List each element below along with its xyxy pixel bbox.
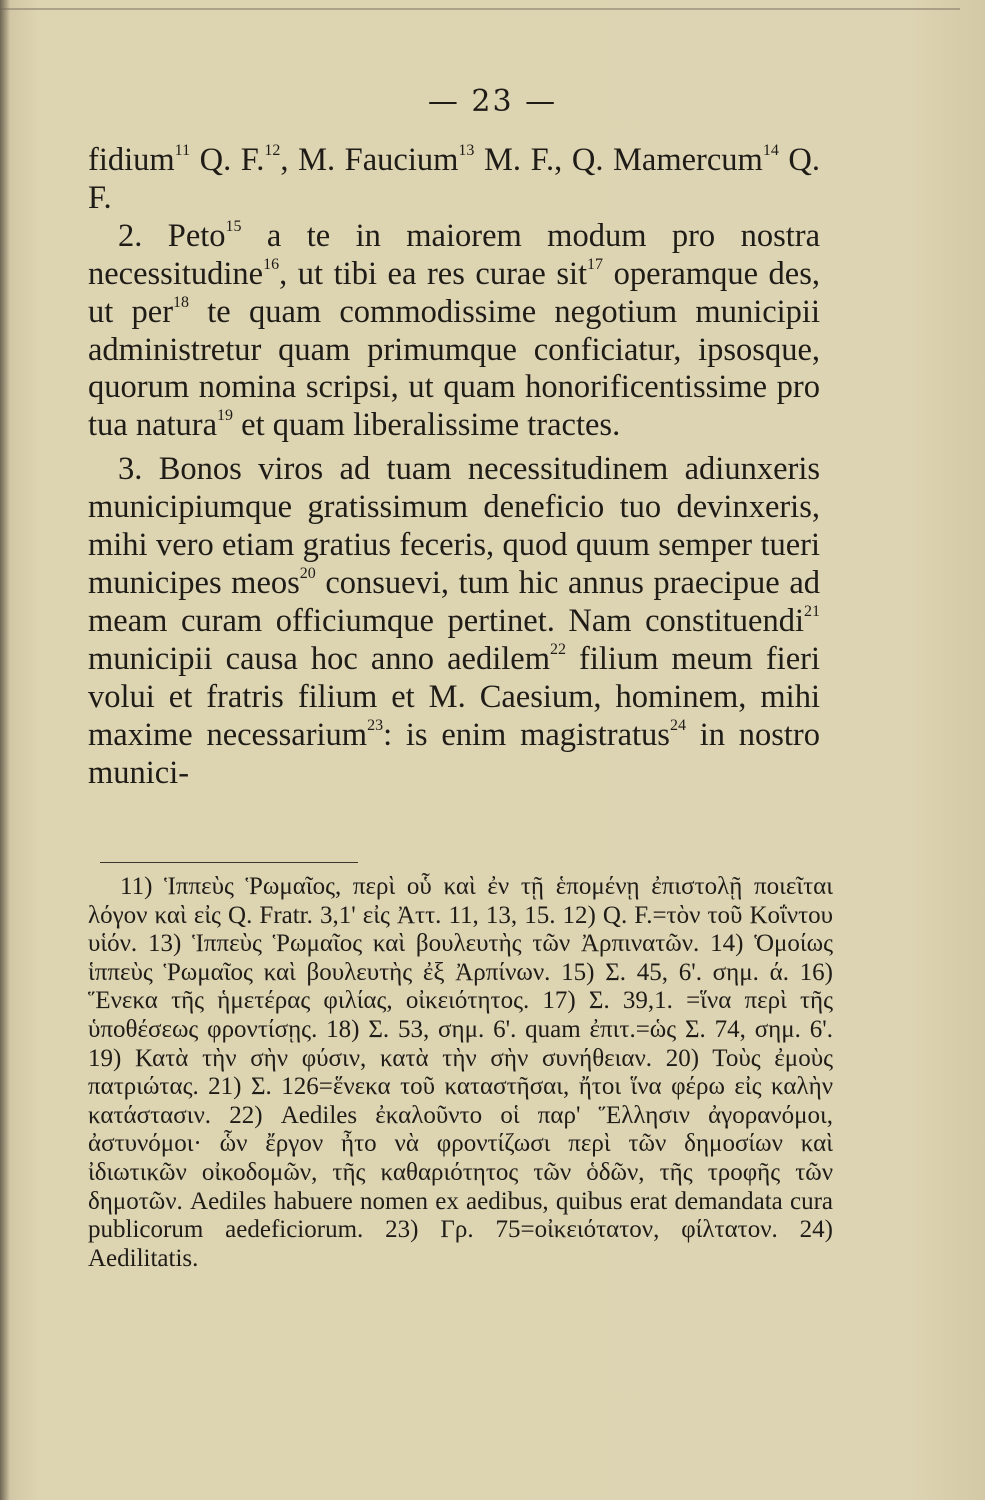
main-text <box>88 142 820 792</box>
paragraph-2: 2. Peto$^{15}$ a te in maiorem modum pro nostra necessitudine$^{16}$, ut tibi ea res curae sit$^{17}$ operamque des, ut per$^{18}$ te quam commodissime negotium municipii administretur quam primumque conficiatur, ipsosque, quorum nomina scripsi, ut quam honorificentissime pro tua natura$^{19}$ et quam liberalissime tractes. <box>88 217 821 444</box>
page-top-edge <box>0 8 960 10</box>
footnotes <box>88 873 833 1273</box>
paragraph-3: 3. Bonos viros ad tuam necessitudinem adiunxeris municipiumque gratissimum deneficio tuo devinxeris, mihi vero etiam gratius feceris, quod quum semper tueri municipes meos$^{20}$ consuevi, tum hic annus praecipue ad meam curam officiumque pertinet. Nam constituendi$^{21}$ municipii causa hoc anno aedilem$^{22}$ filium meum fieri volui et fratris filium et M. Caesium, hominem, mihi maxime necessarium$^{23}$: is enim magistratus$^{24}$ in nostro munici- <box>88 451 821 791</box>
footnote-separator <box>100 862 358 863</box>
paragraph-1: fidium$^{11}$ Q. F.$^{12}$, M. Faucium$^{13}$ M. F., Q. Mamercum$^{14}$ Q. F. <box>88 142 820 216</box>
binding-shadow <box>0 0 10 1500</box>
footnote-text: 11) Ἱππεὺς Ῥωμαῖος, περὶ οὗ καὶ ἐν τῇ ἑπομένῃ ἐπιστολῇ ποιεῖται λόγον καὶ εἰς Q. Fratr. 3,1' εἰς Ἀττ. 11, 13, 15. 12) Q. F.=τὸν τοῦ Κοΐντου υἱόν. 13) Ἱππεὺς Ῥωμαῖος καὶ βουλευτὴς τῶν Ἀρπινατῶν. 14) Ὁμοίως ἱππεὺς Ῥωμαῖος καὶ βουλευτὴς ἐξ Ἀρπίνων. 15) Σ. 45, 6'. σημ. ά. 16) Ἕνεκα τῆς ἡμετέρας φιλίας, οἰκειότητος. 17) Σ. 39,1. =ἵνα περὶ τῆς ὑποθέσεως φροντίσῃς. 18) Σ. 53, σημ. 6'. quam ἐπιτ.=ὡς Σ. 74, σημ. 6'. 19) Κατὰ τὴν σὴν φύσιν, κατὰ τὴν σὴν συνήθειαν. 20) Τοὺς ἐμοὺς πατριώτας. 21) Σ. 126=ἕνεκα τοῦ καταστῆσαι, ἤτοι ἵνα φέρω εἰς καλὴν κατάστασιν. 22) Aediles ἐκαλοῦντο οἱ παρ' Ἕλλησιν ἀγορανόμοι, ἀστυνόμοι· ὧν ἔργον ἦτο νὰ φροντίζωσι περὶ τῶν δημοσίων καὶ ἰδιωτικῶν οἰκοδομῶν, τῆς καθαριότητος τῶν ὁδῶν, τῆς τροφῆς τῶν δημοτῶν. Aediles habuere nomen ex aedibus, quibus erat demandata cura publicorum aedeficiorum. 23) Γρ. 75=οἰκειότατον, φίλτατον. 24) Aedilitatis. <box>88 873 833 1272</box>
page-number: — 23 — <box>427 84 558 119</box>
